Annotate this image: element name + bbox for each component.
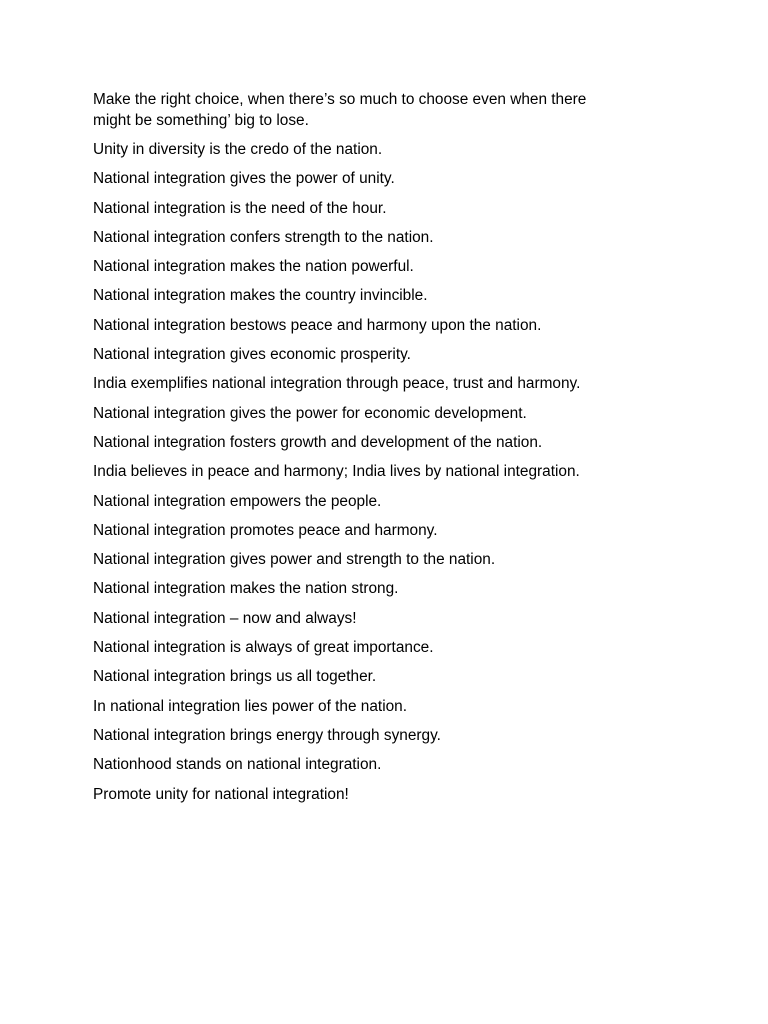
slogan-line: National integration empowers the people. [93, 492, 382, 510]
slogan-line: National integration promotes peace and harmony. [93, 521, 438, 539]
slogan-line: National integration – now and always! [93, 609, 357, 627]
intro-line-1: Make the right choice, when there’s so much to choose even when there [93, 91, 587, 108]
slogan-line: National integration brings us all together. [93, 668, 377, 686]
slogan-line: National integration makes the nation strong. [93, 580, 399, 598]
slogan-line: National integration brings energy through synergy. [93, 726, 441, 744]
slogan-line: India believes in peace and harmony; India lives by national integration. [93, 463, 580, 481]
intro-line-2: might be something’ big to lose. [93, 112, 309, 129]
slogan-line: National integration bestows peace and harmony upon the nation. [93, 316, 542, 334]
document-body [93, 89, 683, 809]
slogan-line: National integration makes the nation powerful. [93, 258, 414, 276]
slogan-line: National integration is always of great importance. [93, 639, 434, 657]
slogan-line: National integration is the need of the hour. [93, 199, 387, 217]
slogan-line: National integration gives the power for economic development. [93, 404, 527, 422]
slogan-line: National integration makes the country invincible. [93, 287, 428, 305]
intro-paragraph [93, 89, 683, 131]
slogan-line: Promote unity for national integration! [93, 785, 349, 803]
slogan-line: National integration fosters growth and development of the nation. [93, 433, 543, 451]
slogan-line: National integration gives economic prosperity. [93, 346, 411, 364]
slogan-line: National integration gives the power of unity. [93, 170, 395, 188]
slogan-line: Unity in diversity is the credo of the nation. [93, 141, 383, 158]
slogan-line: Nationhood stands on national integration. [93, 756, 382, 774]
slogan-line: India exemplifies national integration through peace, trust and harmony. [93, 375, 581, 393]
slogan-line: National integration confers strength to the nation. [93, 228, 434, 246]
slogan-line: National integration gives power and strength to the nation. [93, 551, 496, 569]
slogan-line: In national integration lies power of the nation. [93, 697, 408, 715]
